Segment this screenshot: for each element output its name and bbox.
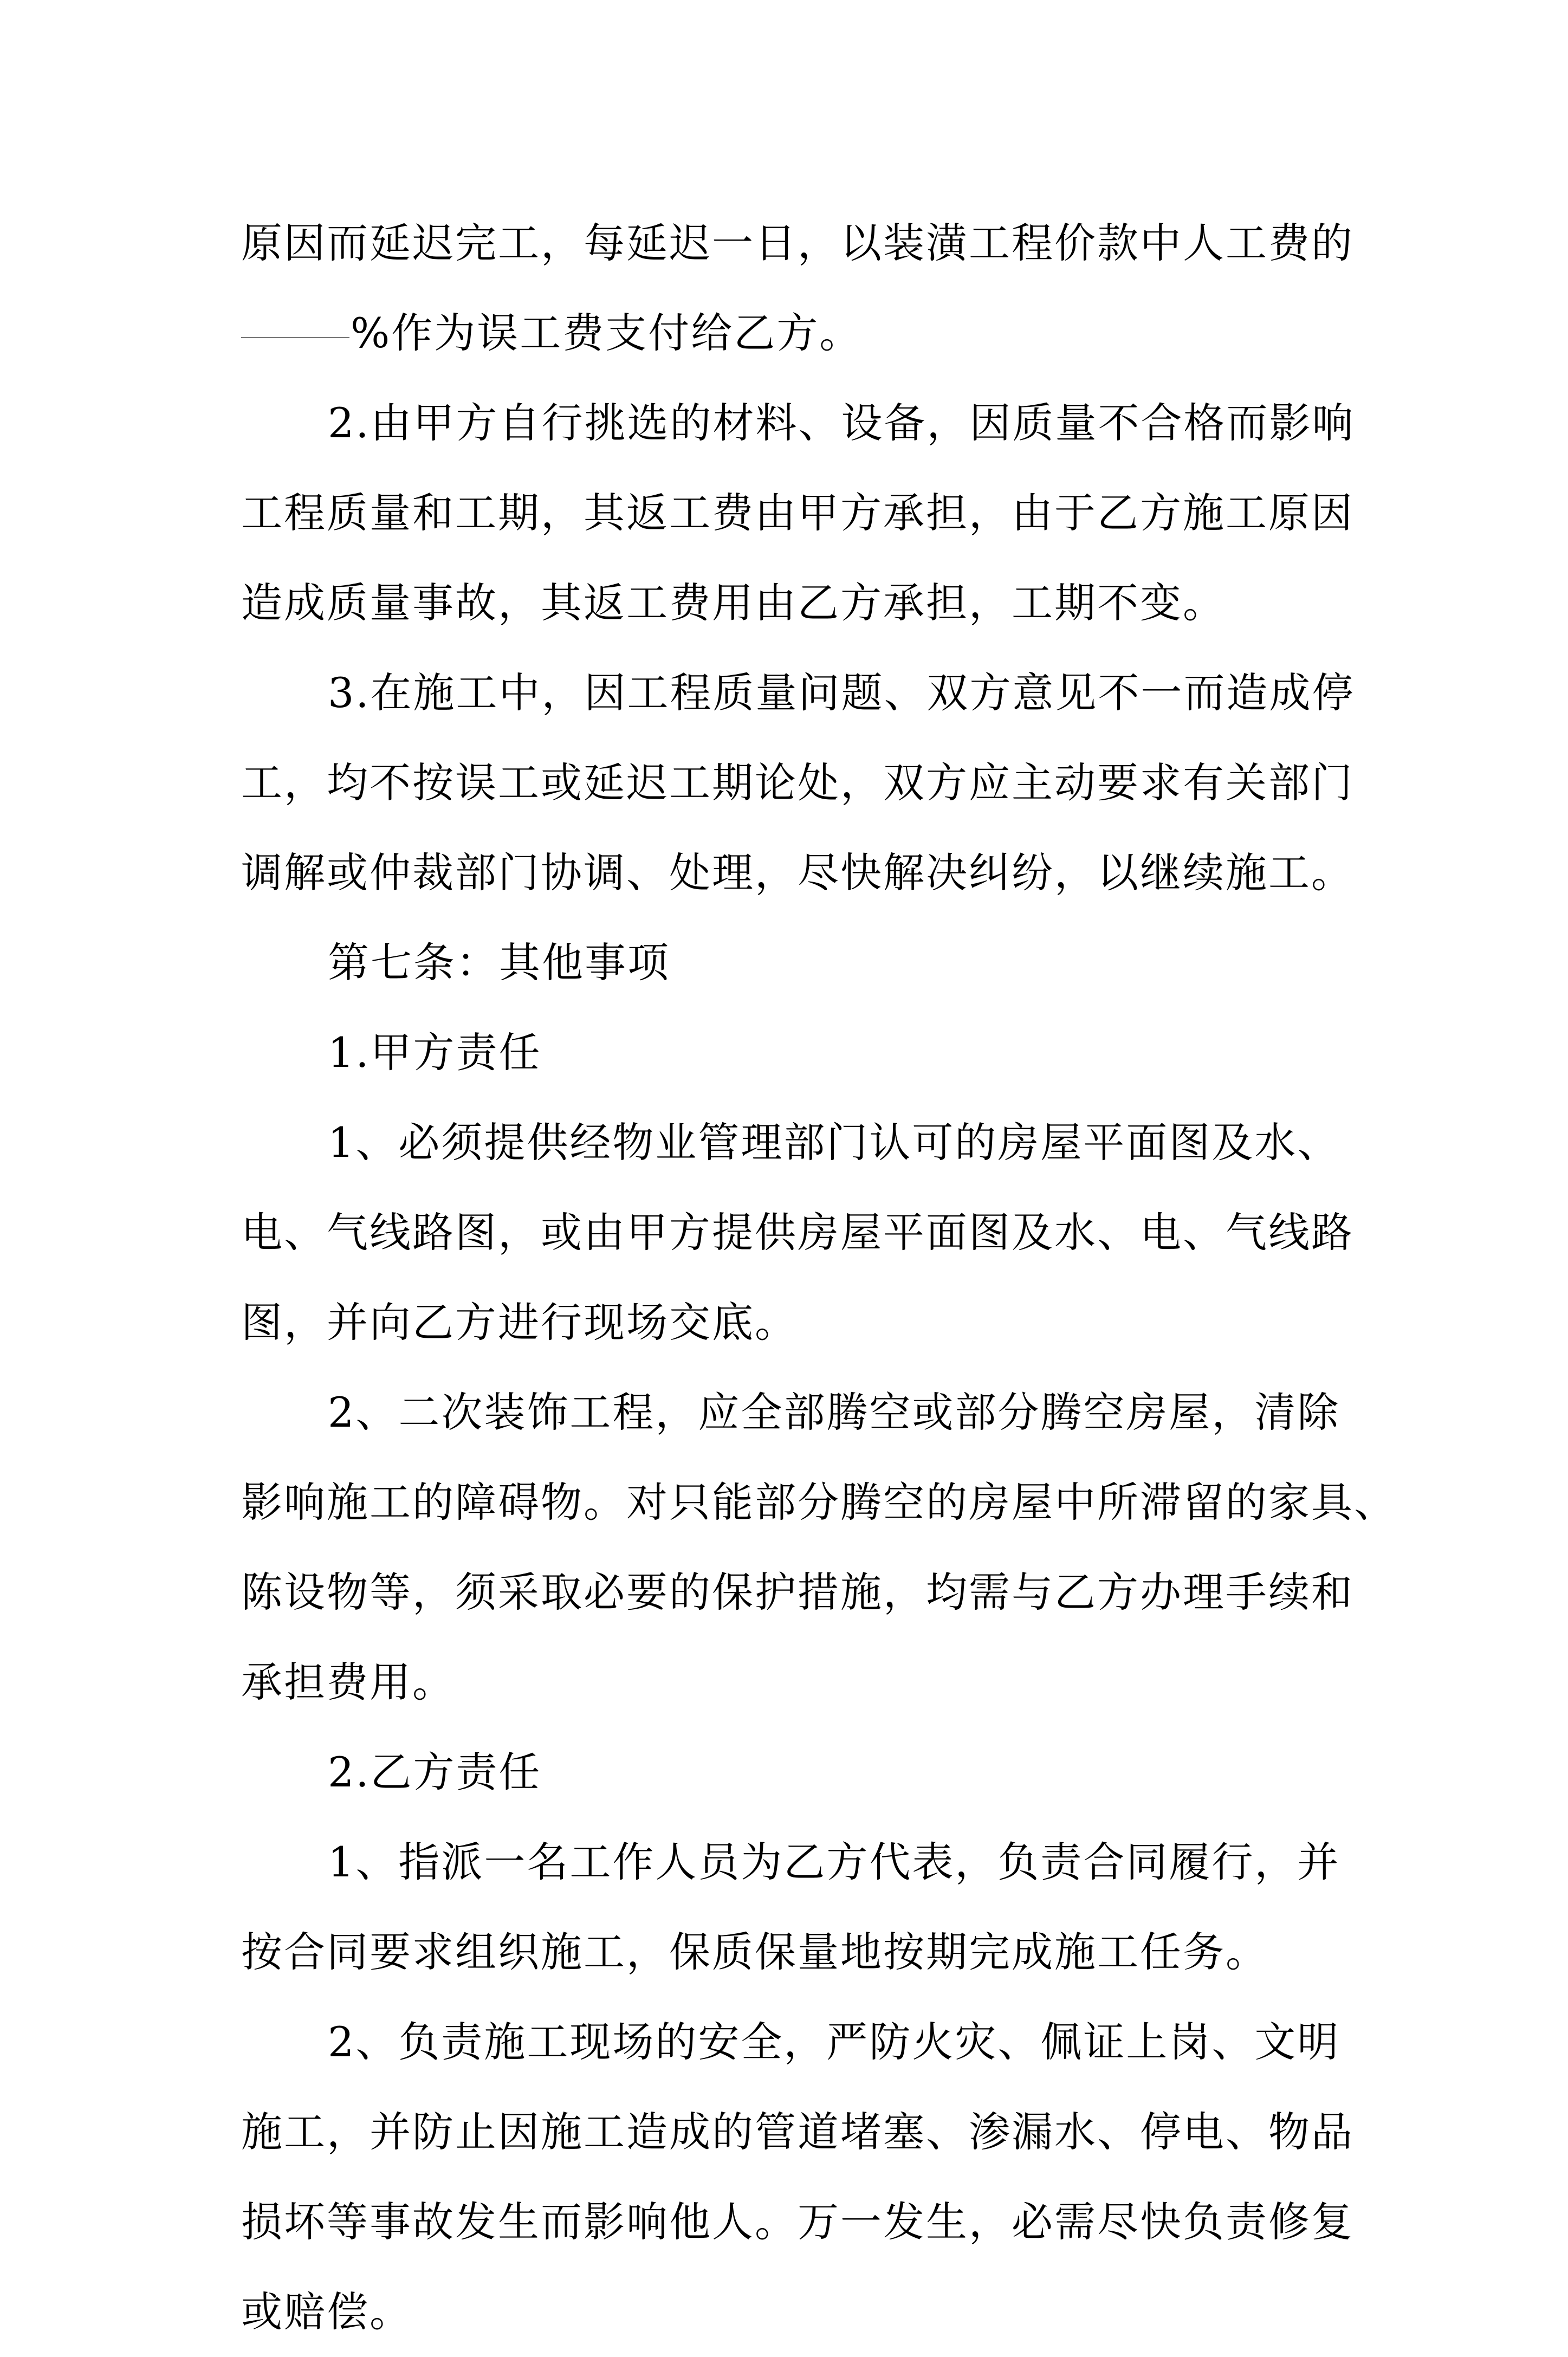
text-line: 电、气线路图，或由甲方提供房屋平面图及水、电、气线路: [241, 1208, 1354, 1257]
text-line: 工程质量和工期，其返工费由甲方承担，由于乙方施工原因: [241, 489, 1354, 537]
clause-item-2: 2.由甲方自行挑选的材料、设备，因质量不合格而影响: [328, 399, 1355, 447]
section-heading-party-b: 2.乙方责任: [328, 1748, 542, 1796]
text-line-with-blank: [241, 288, 1346, 378]
section-heading-party-a: 1.甲方责任: [328, 1028, 542, 1077]
text-line: 承担费用。: [241, 1658, 455, 1706]
text-line: 图，并向乙方进行现场交底。: [241, 1298, 798, 1346]
text-line: 原因而延迟完工，每延迟一日，以装潢工程价款中人工费的: [241, 219, 1354, 267]
text-line: 影响施工的障碍物。对只能部分腾空的房屋中所滞留的家具、: [241, 1478, 1397, 1526]
clause-item-3: 3.在施工中，因工程质量问题、双方意见不一而造成停: [328, 669, 1355, 717]
fill-in-blank: [241, 335, 349, 338]
text-line: 施工，并防止因施工造成的管道堵塞、渗漏水、停电、物品: [241, 2108, 1354, 2156]
text-line: 造成质量事故，其返工费用由乙方承担，工期不变。: [241, 579, 1226, 627]
party-a-item-2: 2、二次装饰工程，应全部腾空或部分腾空房屋，清除: [328, 1388, 1340, 1436]
party-b-item-1: 1、指派一名工作人员为乙方代表，负责合同履行，并: [328, 1838, 1340, 1886]
article-heading: 第七条：其他事项: [328, 938, 670, 987]
text-line: 工，均不按误工或延迟工期论处，双方应主动要求有关部门: [241, 759, 1354, 807]
party-a-item-1: 1、必须提供经物业管理部门认可的房屋平面图及水、: [328, 1118, 1340, 1167]
document-page: [241, 198, 1397, 2357]
text-line: 调解或仲裁部门协调、处理，尽快解决纠纷，以继续施工。: [241, 849, 1354, 897]
text-line: 损坏等事故发生而影响他人。万一发生，必需尽快负责修复: [241, 2198, 1354, 2246]
text-line: 或赔偿。: [241, 2288, 412, 2336]
party-b-item-2: 2、负责施工现场的安全，严防火灾、佩证上岗、文明: [328, 2018, 1340, 2066]
text-line: 按合同要求组织施工，保质保量地按期完成施工任务。: [241, 1928, 1268, 1976]
text-line-content: %作为误工费支付给乙方。: [351, 309, 863, 357]
text-line: 陈设物等，须采取必要的保护措施，均需与乙方办理手续和: [241, 1568, 1354, 1616]
